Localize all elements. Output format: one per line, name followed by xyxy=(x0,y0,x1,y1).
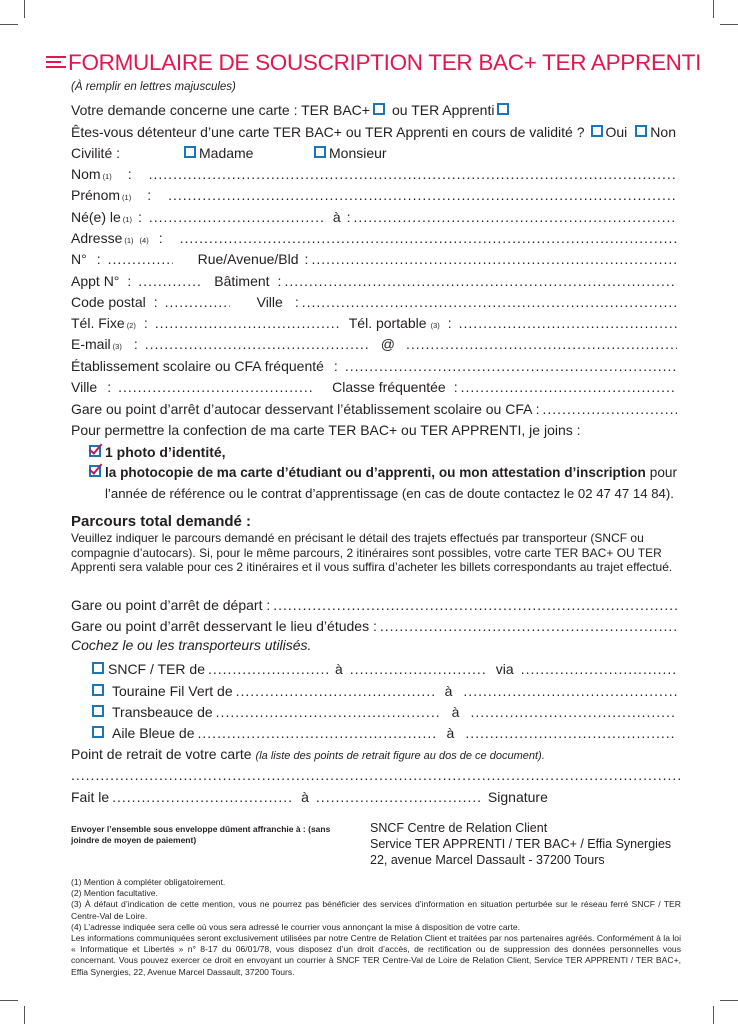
cochez-instruction: Cochez le ou les transporteurs utilisés. xyxy=(71,637,312,653)
aile-bleue-row[interactable]: Aile Bleue de ..... à ..... xyxy=(92,724,680,742)
checked-checkbox-icon xyxy=(89,445,101,457)
footnote: (2) Mention facultative. xyxy=(71,888,158,899)
detenteur-row: Êtes-vous détenteur d’une carte TER BAC+ ou TER Apprenti en cours de validité ? Oui Non xyxy=(71,124,676,140)
civilite-row: Civilité : Madame Monsieur xyxy=(71,145,387,161)
form-title: FORMULAIRE DE SOUSCRIPTION TER BAC+ TER APPRENTI xyxy=(46,50,736,76)
point-retrait-field[interactable] xyxy=(71,766,680,784)
gare-etudes-field[interactable]: Gare ou point d’arrêt desservant le lieu d’études : ..... xyxy=(71,617,680,635)
transbeauce-checkbox[interactable] xyxy=(92,705,104,717)
form-subtitle: (À remplir en lettres majuscules) xyxy=(71,81,236,93)
monsieur-checkbox[interactable] xyxy=(314,146,326,158)
fait-le-signature-row[interactable]: Fait le ..... à ..... Signature xyxy=(71,788,680,806)
footnote: (4) L’adresse indiquée sera celle où vous sera adressé le courrier vous annonçant la mise à disposition de votre carte. xyxy=(71,921,521,932)
ter-apprenti-checkbox[interactable] xyxy=(497,103,509,115)
envoi-instruction: Envoyer l’ensemble sous enveloppe dûment affranchie à : (sans joindre de moyen de paiement) xyxy=(71,824,331,845)
non-checkbox[interactable] xyxy=(635,125,647,137)
touraine-row[interactable]: Touraine Fil Vert de ..... à ..... xyxy=(92,682,680,700)
gare-autocar-field[interactable]: Gare ou point d’arrêt d’autocar desservant l’établissement scolaire ou CFA : ..... xyxy=(71,400,680,418)
checked-checkbox-icon xyxy=(89,465,101,477)
joins-item-carte: la photocopie de ma carte d’étudiant ou d’apprenti, ou mon attestation d’inscription pour xyxy=(89,464,689,482)
joins-item-carte-line2: l’année de référence ou le contrat d’apprentissage (en cas de doute contactez le 02 47 47 14 84). xyxy=(105,486,674,501)
telephone-field[interactable]: Tél. Fixe $_{(2)}$ : ..... Tél. portable $_{(3)}$ : ..... xyxy=(71,314,680,335)
touraine-checkbox[interactable] xyxy=(92,684,104,696)
madame-checkbox[interactable] xyxy=(184,146,196,158)
footnotes xyxy=(71,877,681,978)
gare-depart-field[interactable]: Gare ou point d’arrêt de départ : ..... xyxy=(71,596,680,614)
nom-field[interactable]: Nom $_{(1)}$ : ..... xyxy=(71,165,680,186)
etablissement-field[interactable]: Établissement scolaire ou CFA fréquenté : ..... xyxy=(71,357,680,375)
oui-checkbox[interactable] xyxy=(591,125,603,137)
parcours-description: Veuillez indiquer le parcours demandé en précisant le détail des trajets effectués par transporteur (SNCF ou compagnie d’autocars). Si, pour le même parcours, 2 itinéraires sont possibles, votre carte TER BAC+ OU TER Apprenti sera valable pour ces 2 itinéraires et il vous suffira d’acheter les billets correspondants au trajet effectué. xyxy=(71,531,673,574)
postal-address: SNCF Centre de Relation Client Service TER APPRENTI / TER BAC+ / Effia Synergies 22, avenue Marcel Dassault - 37200 Tours xyxy=(370,821,672,867)
point-retrait-label: Point de retrait de votre carte (la liste des points de retrait figure au dos de ce document). xyxy=(71,746,545,762)
footnote: (1) Mention à compléter obligatoirement. xyxy=(71,877,226,887)
demande-row: Votre demande concerne une carte : TER BAC+ ou TER Apprenti xyxy=(71,101,680,119)
ville-classe-field[interactable]: Ville : ..... Classe fréquentée : ..... xyxy=(71,378,680,396)
prenom-field[interactable]: Prénom $_{(1)}$ : ..... xyxy=(71,186,680,207)
sncf-checkbox[interactable] xyxy=(92,662,104,674)
parcours-title: Parcours total demandé : xyxy=(71,513,252,530)
email-field[interactable]: E-mail $_{(3)}$ : ..... @ ..... xyxy=(71,335,680,356)
ter-bac-checkbox[interactable] xyxy=(373,103,385,115)
code-postal-ville-field[interactable]: Code postal : ..... Ville : ..... xyxy=(71,293,680,311)
joins-item-photo: 1 photo d’identité, xyxy=(89,443,698,461)
footnote: (3) À défaut d’indication de cette mention, vous ne pourrez pas bénéficier des services d’information en situation perturbée sur le réseau ferré SNCF / TER Centre-Val de Loire. xyxy=(71,899,681,921)
naissance-field[interactable]: Né(e) le $_{(1)}$ : ..... à : ..... xyxy=(71,208,680,229)
adresse-field[interactable]: Adresse $_{(1)}$ (4) : ..... xyxy=(71,229,680,250)
joins-intro: Pour permettre la confection de ma carte TER BAC+ ou TER APPRENTI, je joins : xyxy=(71,422,581,438)
sncf-ter-row[interactable]: SNCF / TER de ..... à ..... via ..... xyxy=(92,660,680,678)
footnote: Les informations communiquées seront exclusivement utilisées par notre Centre de Relation Client et traitées par nos partenaires agréés. Conformément à la loi « Informatique et Libertés » n° 8-17 du 06/01/78, vous disposez d’un droit d’accès, de rectification ou de suppression des données personnelles vous concernant. Vous pouvez exercer ce droit en envoyant un courrier à SNCF TER Centre-Val de Loire de Relation Client, Service TER APPRENTI / TER BAC+, Effia Synergies, 22, Avenue Marcel Dassault, 37200 Tours. xyxy=(71,933,681,977)
appt-batiment-field[interactable]: Appt N° : ..... Bâtiment : ..... xyxy=(71,272,680,290)
aile-bleue-checkbox[interactable] xyxy=(92,726,104,738)
transbeauce-row[interactable]: Transbeauce de ..... à ..... xyxy=(92,703,680,721)
menu-lines-icon xyxy=(46,54,66,72)
numero-rue-field[interactable]: N° : ..... Rue/Avenue/Bld : ..... xyxy=(71,250,680,268)
